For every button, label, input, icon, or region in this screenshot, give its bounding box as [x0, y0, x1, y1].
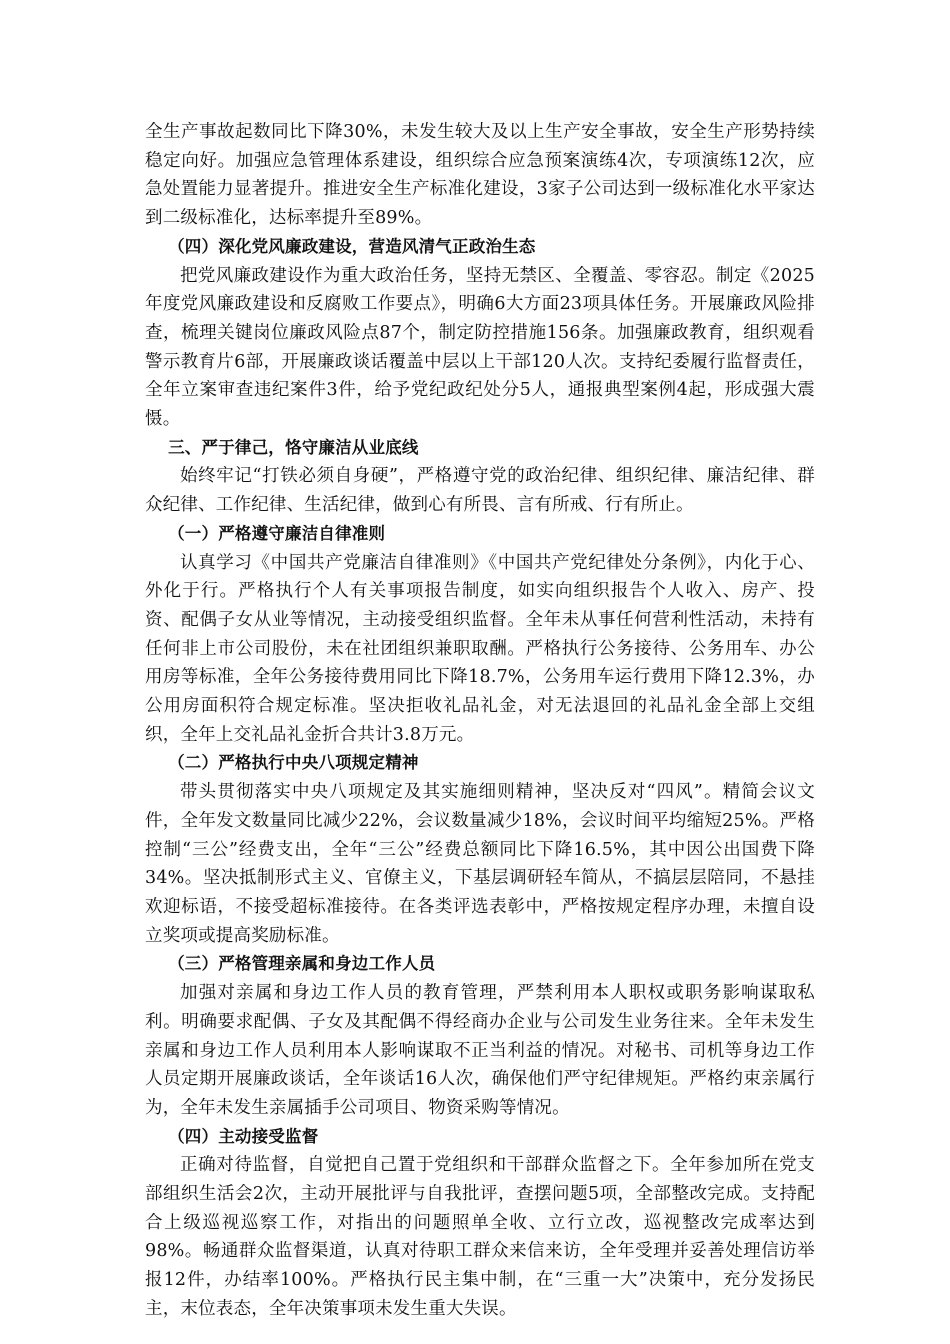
heading-accept-supervision: （四）主动接受监督	[168, 1126, 319, 1146]
paragraph-accept-supervision: 正确对待监督，自觉把自己置于党组织和干部群众监督之下。全年参加所在党支部组织生活会2次，主动开展批评与自我批评，查摆问题5项，全部整改完成。支持配合上级巡视巡察工作，对指出的问题照单全收、立行立改，巡视整改完成率达到98%。畅通群众监督渠道，认真对待职工群众来信来访，全年受理并妥善处理信访举报12件，办结率100%。严格执行民主集中制，在“三重一大”决策中，充分发扬民主，末位表态，全年决策事项未发生重大失误。	[145, 1155, 815, 1319]
paragraph-party-conduct: 把党风廉政建设作为重大政治任务，坚持无禁区、全覆盖、零容忍。制定《2025年度党风廉政建设和反腐败工作要点》，明确6大方面23项具体任务。开展廉政风险排查，梳理关键岗位廉政风险点87个，制定防控措施156条。加强廉政教育，组织观看警示教育片6部，开展廉政谈话覆盖中层以上干部120人次。支持纪委履行监督责任，全年立案审查违纪案件3件，给予党纪政纪处分5人，通报典型案例4起，形成强大震慑。	[145, 265, 815, 430]
section-heading-self-discipline: 三、严于律己，恪守廉洁从业底线	[168, 437, 419, 457]
document-page	[145, 118, 815, 1324]
paragraph-safety-production: 全生产事故起数同比下降30%，未发生较大及以上生产安全事故，安全生产形势持续稳定向好。加强应急管理体系建设，组织综合应急预案演练4次，专项演练12次，应急处置能力显著提升。推进安全生产标准化建设，3家子公司达到一级标准化水平家达到二级标准化，达标率提升至89%。	[145, 122, 815, 229]
heading-party-conduct: （四）深化党风廉政建设，营造风清气正政治生态	[168, 236, 536, 256]
heading-eight-regulations: （二）严格执行中央八项规定精神	[168, 753, 419, 773]
paragraph-self-discipline: 始终牢记“打铁必须自身硬”，严格遵守党的政治纪律、组织纪律、廉洁纪律、群众纪律、工作纪律、生活纪律，做到心有所畏、言有所戒、行有所止。	[145, 466, 815, 516]
paragraph-eight-regulations: 带头贯彻落实中央八项规定及其实施细则精神，坚决反对“四风”。精简会议文件，全年发文数量同比减少22%，会议数量减少18%，会议时间平均缩短25%。严格控制“三公”经费支出，全年“三公”经费总额同比下降16.5%，其中因公出国费下降34%。坚决抵制形式主义、官僚主义，下基层调研轻车简从，不搞层层陪同，不悬挂欢迎标语，不接受超标准接待。在各类评选表彰中，严格按规定程序办理，未擅自设立奖项或提高奖励标准。	[145, 782, 815, 946]
heading-integrity-rules: （一）严格遵守廉洁自律准则	[168, 523, 386, 543]
paragraph-integrity-rules: 认真学习《中国共产党廉洁自律准则》《中国共产党纪律处分条例》，内化于心、外化于行。严格执行个人有关事项报告制度，如实向组织报告个人收入、房产、投资、配偶子女从业等情况，主动接受组织监督。全年未从事任何营利性活动，未持有任何非上市公司股份，未在社团组织兼职取酬。严格执行公务接待、公务用车、办公用房等标准，全年公务接待费用同比下降18.7%，公务用车运行费用下降12.3%，办公用房面积符合规定标准。坚决拒收礼品礼金，对无法退回的礼品礼金全部上交组织，全年上交礼品礼金折合共计3.8万元。	[145, 552, 815, 745]
heading-relatives-staff: （三）严格管理亲属和身边工作人员	[168, 954, 436, 974]
paragraph-relatives-staff: 加强对亲属和身边工作人员的教育管理，严禁利用本人职权或职务影响谋取私利。明确要求配偶、子女及其配偶不得经商办企业与公司发生业务往来。全年未发生亲属和身边工作人员利用本人影响谋取不正当利益的情况。对秘书、司机等身边工作人员定期开展廉政谈话，全年谈话16人次，确保他们严守纪律规矩。严格约束亲属行为，全年未发生亲属插手公司项目、物资采购等情况。	[145, 983, 815, 1118]
